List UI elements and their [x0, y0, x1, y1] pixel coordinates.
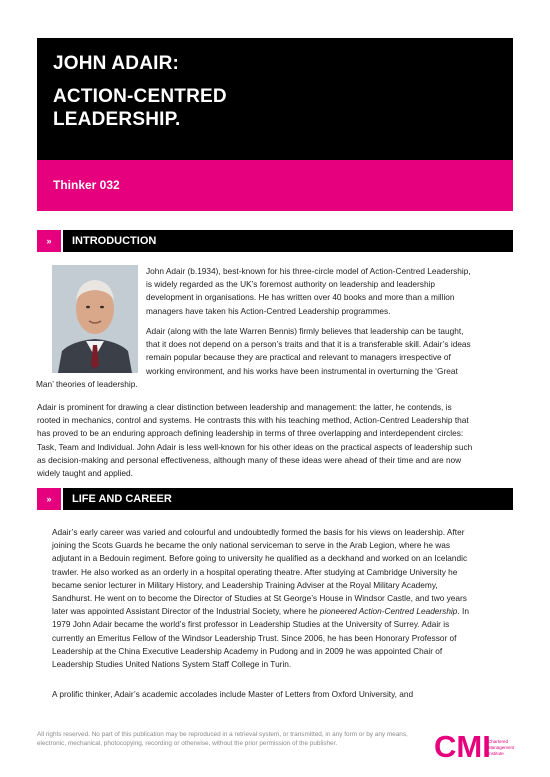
intro-paragraph-2: Adair (along with the late Warren Bennis) firmly believes that leadership can be taught, that it does not depend on a person’s traits and that it is a transferable skill. Adair’s ideas remain popular because they are practical and relevant to managers irrespective of working environment, and his works have been instrumental in overturning the ‘Great Man’ theories of leadership.	[36, 326, 471, 389]
chevron-icon: »	[37, 488, 61, 510]
logo-sub-1: Chartered	[488, 739, 509, 744]
section-title: INTRODUCTION	[63, 230, 513, 252]
copyright-notice: All rights reserved. No part of this publication may be reproduced in a retrieval system, or transmitted, in any form or by any means, electronic, mechanical, photocopying, recording or otherwise, without the prior permission of the publisher.	[37, 731, 408, 747]
title-line-2: ACTION-CENTRED	[53, 86, 227, 107]
career-paragraph-1: Adair’s early career was varied and colourful and undoubtedly formed the basis for his views on leadership. After joining the Scots Guards he became the only national serviceman to serve in the Arab Legion, where he was adjutant in a Bedouin regiment. Before going to university he qualified as a deckhand and worked on an Icelandic trawler. He also worked as an orderly in a hospital operating theatre. After studying at Cambridge University he became senior lecturer in Military History, and Leadership Training Adviser at the Royal Military Academy, Sandhurst. He went on to become the Director of Studies at St George’s House in Windsor Castle, and two years later was appointed Assistant Director of the Industrial Society, where he pioneered Action-Centred Leadership. In 1979 John Adair became the world’s first professor in Leadership Studies at the University of Surrey. Adair is currently an Emeritus Fellow of the Windsor Leadership Trust. Since 2006, he has been Honorary Professor of Leadership at the China Executive Leadership Academy in Pudong and in 2009 he was appointed Chair of Leadership Studies United Nations System Staff College in Turin.	[52, 527, 469, 670]
page-title	[53, 52, 227, 131]
section-title: LIFE AND CAREER	[63, 488, 513, 510]
emphasis-text: pioneered Action-Centred Leadership	[319, 606, 458, 617]
logo-text: CMI	[434, 729, 491, 761]
title-line-3: LEADERSHIP.	[53, 109, 181, 130]
cmi-logo	[434, 727, 516, 761]
chevron-icon: »	[37, 230, 61, 252]
thinker-number: Thinker 032	[53, 178, 120, 192]
title-line-1: JOHN ADAIR:	[53, 53, 180, 74]
career-paragraph-2: A prolific thinker, Adair’s academic accolades include Master of Letters from Oxford University, and	[52, 689, 414, 699]
section-header-introduction	[37, 230, 513, 252]
logo-sub-3: Institute	[488, 751, 504, 756]
logo-sub-2: Management	[488, 745, 515, 750]
section-header-life-and-career	[37, 488, 513, 510]
intro-paragraph-1: John Adair (b.1934), best-known for his three-circle model of Action-Centred Leadership, is widely regarded as the UK’s foremost authority on leadership and leadership development in organisations. He has written over 40 books and more than a million managers have taken his Action-Centred Leadership programmes.	[146, 266, 471, 316]
intro-paragraph-3: Adair is prominent for drawing a clear distinction between leadership and management: the latter, he contends, is rooted in mechanics, control and systems. He contrasts this with his teaching method, Action-Centred Leadership that has proved to be an enduring approach defining leadership in terms of three overlapping and interdependent circles: Task, Team and Individual. John Adair is less well-known for his other ideas on the practical aspects of leadership such as decision-making and personal effectiveness, although many of these ideas were ahead of their time and are now widely taught and applied.	[37, 402, 473, 479]
